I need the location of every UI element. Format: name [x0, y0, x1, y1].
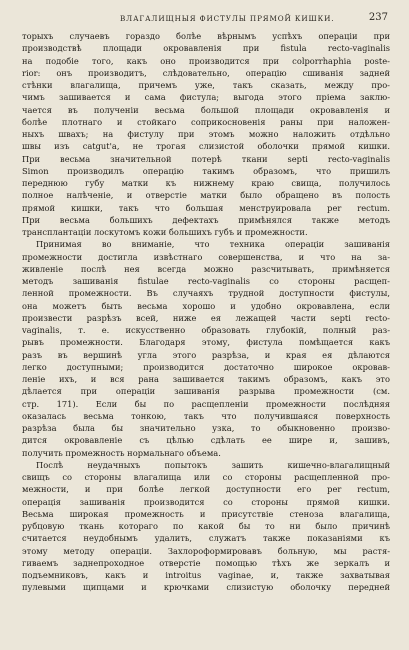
text-line: rior: онъ производитъ, слѣдовательно, операцію сшиванія задней [22, 67, 390, 78]
page-number: 237 [368, 12, 388, 23]
text-line: живленіе послѣ нея всегда можно разсчитывать, примѣняется [22, 263, 390, 274]
running-title: ВЛАГАЛИЩНЫЯ ФИСТУЛЫ ПРЯМОЙ КИШКИ. [120, 14, 335, 23]
text-line: она можетъ быть весьма хорошо и удобно окровавлена, если [22, 300, 390, 311]
text-line: стѣнки влагалища, причемъ уже, такъ сказать, между про- [22, 80, 390, 90]
text-line: легко доступными; производится достаточно широкое окровав- [22, 361, 390, 372]
text-line: получить промежность нормальнаго объема. [22, 447, 221, 458]
text-line: гиваемъ заднепроходное отверстіе помощью тѣхъ же зеркалъ и [22, 557, 390, 568]
page-header [0, 12, 409, 28]
text-line: на подобіе того, какъ оно производится при colporrhaphia poste- [22, 55, 390, 66]
text-line: переднюю губу матки къ нижнему краю свища, получилось [22, 178, 390, 188]
text-line: стр. 171). Если бы по расщепленіи промежности послѣдняя [22, 398, 390, 409]
text-line: Послѣ неудачныхъ попытокъ зашить кишечно-влагалищный [36, 459, 390, 470]
text-line: промежности достигла извѣстнаго совершенства, и что на за- [22, 251, 390, 262]
text-line: трансплантаціи лоскутомъ кожи большихъ губъ и промежности. [22, 227, 308, 237]
text-line: Принимая во вниманіе, что техника операціи зашиванія [36, 239, 390, 250]
text-line: производствѣ площади окровавленія при fistula recto-vaginalis [22, 43, 390, 54]
text-line: При весьма большихъ дефектахъ примѣнялся также методъ [22, 214, 390, 225]
text-line: полное налѣченіе, и отверстіе матки было обращено въ полость [22, 190, 390, 201]
text-line: оказалась весьма тонкою, такъ что получившаяся поверхность [22, 410, 390, 421]
text-line: разъ въ вершинѣ угла этого разрѣза, и края ея дѣлаются [22, 349, 390, 360]
text-line: подъемниковъ, какъ и introitus vaginae, и, также захватывая [22, 570, 390, 580]
text-line: дится окровавленіе съ цѣлью сдѣлать ее шире и, зашивъ, [22, 435, 390, 446]
text-line: считается неудобнымъ удалить, служатъ также показаніями къ [22, 533, 390, 544]
text-line: методъ зашиванія fistulae recto-vaginalis со стороны расщеп- [22, 276, 390, 286]
text-line: свищъ со стороны влагалища или со стороны расщепленной про- [22, 472, 390, 482]
text-line: этому методу операціи. Захлороформировавъ больную, мы растя- [22, 545, 390, 556]
text-line: чимъ зашивается и сама фистула; выгода этого пріема заклю- [22, 92, 390, 103]
text-line: произвести разрѣзъ всей, ниже ея лежащей части septi recto- [22, 312, 390, 323]
text-line: прямой кишки, такъ что большая менструировала per rectum. [22, 202, 390, 213]
text-line: пулевыми щипцами и крючками слизистую оболочку передней [22, 582, 390, 593]
text-line: При весьма значительной потерѣ ткани septi recto-vaginalis [22, 153, 390, 164]
text-line: ленной промежности. Въ случаяхъ трудной доступности фистулы, [22, 288, 390, 299]
text-line: рубцовую ткань котораго по какой бы то ни было причинѣ [22, 521, 390, 531]
text-line: леніе ихъ, и вся рана зашивается такимъ образомъ, какъ это [22, 374, 390, 384]
text-line: дѣлается при операціи зашиванія разрыва промежности (см. [22, 386, 390, 397]
text-line: ныхъ швахъ; на фистулу при этомъ можно наложить отдѣльно [22, 129, 390, 139]
text-line: операція зашиванія производится со стороны прямой кишки. [22, 496, 390, 507]
text-line: болѣе плотнаго и стойкаго соприкосновенія раны при наложен- [22, 116, 390, 127]
text-line: торыхъ случаевъ гораздо болѣе вѣрнымъ успѣхъ операціи при [22, 31, 390, 41]
text-line: vaginalis, т. е. искусственно образовать глубокій, полный раз- [22, 325, 390, 335]
text-line: швы изъ catgut'а, не трогая слизистой оболочки прямой кишки. [22, 141, 390, 152]
body-text [22, 30, 390, 594]
text-line: Весьма широкая промежность и присутствіе стеноза влагалища, [22, 508, 390, 519]
text-line: рывъ промежности. Благодаря этому, фистула помѣщается какъ [22, 337, 390, 348]
text-line: чается въ полученіи весьма большой площади окровавленія и [22, 104, 390, 115]
text-line: разрѣза была бы значительно узка, то обыкновенно произво- [22, 423, 390, 433]
text-line: Simon производилъ операцію такимъ образомъ, что пришилъ [22, 165, 390, 176]
text-line: межности, и при болѣе легкой доступности его per rectum, [22, 484, 390, 495]
